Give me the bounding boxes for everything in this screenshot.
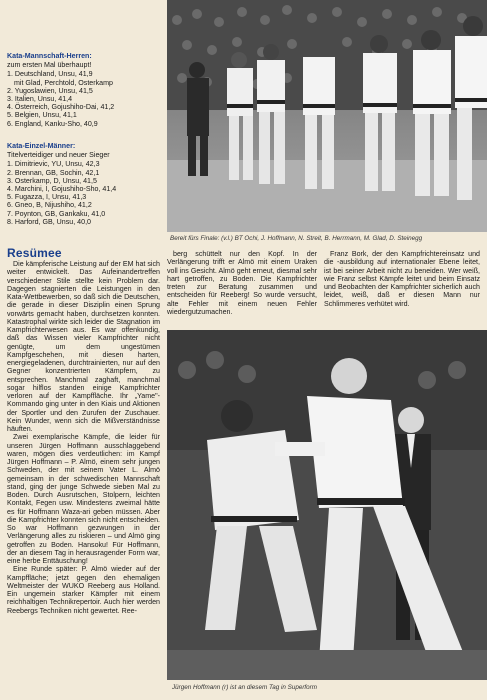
- paragraph: Die kämpferische Leistung auf der EM hat sich weiter entwickelt. Das Aufeinandertreffen verschiedener Stile stellte kein Problem dar. Dagegen stagnierten die Leistungen in den Kata-Wettbewerben, so daß sich die Deutschen, die gerade in dieser Disziplin einen Sprung vorwärts gemacht haben, durchsetzen konnten. Katastrophal wirkte sich leider die Stagnation im Kampfrichterwesen aus. Es war offenkundig, daß das Wissen vieler Kampfrichter nicht genügte, um dem ungestümen Kampfgeschehen, mit diesen harten, energiegeladenen, durchtrainierten, nur auf den Gegner konzentrierten Kämpfern, zu entsprechen. Manchmal zaghaft, manchmal sogar hilflos standen einige Kampfrichter verloren auf der Kampffläche. Ihr „Yame"-Kommando ging unter in den Kiais und Aktionen der Sportler und den Zurufen der Zuschauer. Kein Wunder, wenn sich die Mißverständnisse häuften.: [7, 260, 160, 433]
- photo-team-lineup: [167, 0, 487, 232]
- result-row: 7. Poynton, GB, Gankaku, 41,0: [7, 209, 106, 218]
- kata-single-heading: Kata-Einzel-Männer:: [7, 142, 76, 150]
- article-body-right: [324, 250, 480, 308]
- photo-fight: [167, 330, 487, 680]
- result-row: 3. Italien, Unsu, 41,4: [7, 95, 73, 104]
- result-row: mit Glad, Perchtold, Osterkamp: [14, 78, 113, 87]
- kata-team-heading: Kata-Mannschaft-Herren:: [7, 52, 92, 60]
- result-row: 3. Osterkamp, D, Unsu, 41,5: [7, 176, 97, 185]
- photo-caption-bottom: Jürgen Hoffmann (r) ist an diesem Tag in Superform: [172, 684, 318, 691]
- paragraph: Eine Runde später: P. Almö wieder auf der Kampffläche; jetzt gegen den ehemaligen Weltmeister der WUKO Reeberg aus Holland. Ein ungemein starker Kämpfer mit einem reichhaltigen Technikrepertoir. Auch hier werden Reebergs Techniken nicht gewertet. Ree-: [7, 565, 160, 615]
- result-row: 4. Österreich, Gojushiho-Dai, 41,2: [7, 103, 115, 112]
- section-title: Resümee: [7, 246, 62, 260]
- kata-team-results: [7, 52, 162, 128]
- kata-single-results: [7, 142, 162, 226]
- photo-caption-top: Bereit fürs Finale: (v.l.) BT Ochi, J. Hoffmann, N. Streit, B. Herrmann, M. Glad, D. Steinegg: [170, 235, 423, 242]
- paragraph: berg schüttelt nur den Kopf. In der Verlängerung trifft er Almö mit einem Uraken voll ins Gesicht. Almö geht erneut, diesmal sehr hart getroffen, zu Boden. Die Kampfrichter treten zur Beratung zusammen und entscheiden für Reeberg! So wurde versucht, alte Fehler mit einem neuen Fehler wiedergutzumachen.: [167, 250, 317, 316]
- result-row: 4. Marchini, I, Gojushiho-Sho, 41,4: [7, 185, 117, 194]
- result-row: 5. Belgien, Unsu, 41,1: [7, 111, 77, 120]
- result-row: 6. England, Kanku-Sho, 40,9: [7, 119, 98, 128]
- result-row: 1. Dimitrievic, YU, Unsu, 42,3: [7, 160, 100, 169]
- paragraph: Franz Bork, der den Kampfrichtereinsatz und die -ausbildung auf internationaler Ebene leitet, ist bei seiner Arbeit nicht zu beneiden. Wer weiß, wie Franz selbst Kämpfe leitet und beim Einsatz und Beobachten der Kampfrichter sicherlich auch leidet, weiß, daß er diesen Mann nur Schlimmeres verhütet wird.: [324, 250, 480, 308]
- result-row: 5. Fugazza, I, Unsu, 41,3: [7, 193, 87, 202]
- result-row: 6. Gneo, B, Nijushiho, 41,2: [7, 201, 92, 210]
- result-row: 2. Brennan, GB, Sochin, 42,1: [7, 168, 100, 177]
- kata-team-note: zum ersten Mal überhaupt!: [7, 61, 92, 70]
- article-body-left: [7, 260, 160, 615]
- result-row: 2. Yugoslawien, Unsu, 41,5: [7, 86, 93, 95]
- kata-single-note: Titelverteidiger und neuer Sieger: [7, 151, 110, 160]
- result-row: 8. Harford, GB, Unsu, 40,0: [7, 217, 91, 226]
- article-body-middle: [167, 250, 317, 316]
- result-row: 1. Deutschland, Unsu, 41,9: [7, 70, 93, 79]
- paragraph: Zwei exemplarische Kämpfe, die leider für unseren Jürgen Hoffmann ausschlaggebend waren, mögen dies verdeutlichen: im Kampf Jürgen Hoffmann – P. Almö, einem sehr jungen Schweden, der mit seinem Vater L. Almö gemeinsam in der schwedischen Mannschaft stand, ging der junge Schwede sieben Mal zu Boden. Durch Ausrutschen, Stolpern, leichten Kontakt, Fegen usw. Mindestens zweimal hätte es für Hoffmann Waza-ari geben müssen. Aber die Kampfrichter konnten sich nicht entscheiden. So war Hoffmann gezwungen in der Verlängerung alles zu riskieren – und Almö ging getroffen zu Boden. Hansoku! Für Hoffmann, der an diesem Tag in herausragender Form war, eine herbe Enttäuschung!: [7, 433, 160, 565]
